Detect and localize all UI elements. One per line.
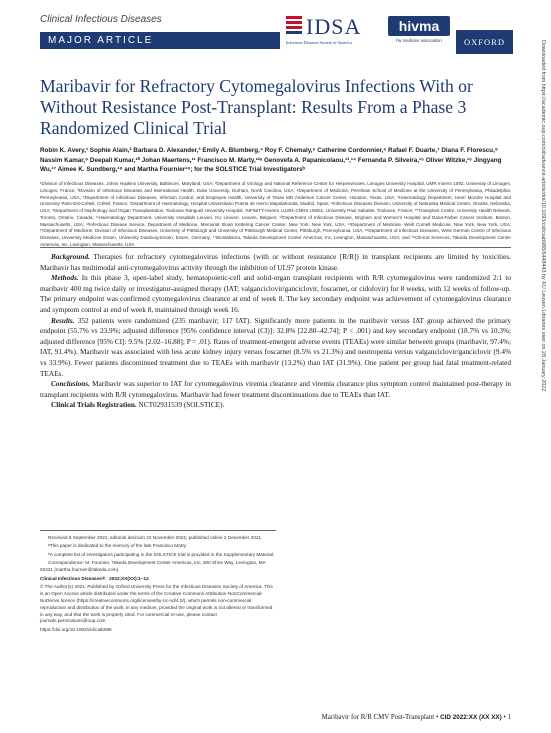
abstract-background: Background. Therapies for refractory cytomegalovirus infections (with or without resistance [R/R]) in transplant recipients are limited by toxicities. Maribavir has multimodal anti-cytomegalovirus activity through the inhibition of UL97 protein kinase. xyxy=(40,253,511,272)
footnote-correspondence: Correspondence: M. Fournier, Takeda Development Center Americas, Inc, 300 Shire Way, Lexington, MA 02421 (martha.fournier@takeda.com). xyxy=(40,560,266,573)
oxford-logo: OXFORD xyxy=(456,30,513,54)
author-list: Robin K. Avery,¹ Sophie Alain,² Barbara D. Alexander,³ Emily A. Blumberg,⁴ Roy F. Chemaly,⁵ Catherine Cordonnier,⁶ Rafael F. Duarte,⁷ Diana F. Florescu,⁸ Nassim Kamar,⁹ Deepali Kumar,¹⁰ Johan Maertens,¹¹ Francisco M. Marty,¹²ᵃ Genovefa A. Papanicolaou,¹³,¹⁴ Fernanda P. Silveira,¹⁵ Oliver Witzke,¹⁶ Jingyang Wu,¹⁷ Aimee K. Sundberg,¹⁸ and Martha Fournier¹⁸; for the SOLSTICE Trial Investigatorsᵇ xyxy=(40,147,502,173)
journal-name: Clinical Infectious Diseases xyxy=(40,14,162,25)
footnote-dedication: ᵃThis paper is dedicated to the memory of the late Francisco Marty. xyxy=(48,543,187,549)
footnote-divider xyxy=(40,530,276,531)
download-watermark xyxy=(538,40,548,720)
running-footer: Maribavir for R/R CMV Post-Transplant • CID 2022:XX (XX XX) • 1 xyxy=(321,714,511,721)
abstract xyxy=(40,252,511,411)
idsa-emblem-icon xyxy=(286,16,302,38)
footnote-doi[interactable]: https://doi.org/10.1093/cid/ciab988 xyxy=(40,626,112,632)
abstract-registration: Clinical Trials Registration. NCT02931539 (SOLSTICE). xyxy=(51,401,225,410)
footnote-received: Received 8 September 2021; editorial decision 22 November 2021; published online 2 December 2021. xyxy=(48,535,263,540)
footnote-investigators: ᵇA complete list of investigators participating in the SOLSTICE trial is provided in the Supplementary Material. xyxy=(48,551,275,557)
idsa-wordmark: IDSA xyxy=(306,14,362,39)
footnotes xyxy=(40,535,276,635)
hivma-subtitle: hiv medicine association xyxy=(396,38,442,43)
article-type-banner: MAJOR ARTICLE xyxy=(40,32,280,49)
idsa-subtitle: Infectious Diseases Society of America xyxy=(286,40,352,45)
article-title: Maribavir for Refractory Cytomegalovirus Infections With or Without Resistance Post-Transplant: Results From a Phase 3 Randomized Clinical Trial xyxy=(40,76,473,138)
hivma-wordmark: hivma xyxy=(388,16,450,36)
hivma-logo xyxy=(388,16,450,46)
footnote-journal-ref: Clinical Infectious Diseases® 2022;XX(XX):1–12 xyxy=(40,575,149,581)
affiliations: ¹Division of Infectious Diseases, Johns Hopkins University, Baltimore, Maryland, USA; ²Department of Virology and National Reference Center for Herpesviruses, Limoges University Hospital, UMR Inserm 1092, University of Limoges, Limoges, France; ³Division of Infectious Diseases and International Health, Duke University, Durham, North Carolina, USA; ⁴Department of Medicine, Perelman School of Medicine at the University of Pennsylvania, Philadelphia, Pennsylvania, USA; ⁵Department of Infectious Diseases, Infection Control, and Employee Health, University of Texas MD Anderson Cancer Center, Houston, Texas, USA; ⁶Haematology Department, Henri Mondor Hospital and University Paris-Est-Créteil, Créteil, France; ⁷Department of Haematology, Hospital Universitario Puerta de Hierro Majadahonda, Madrid, Spain; ⁸Infectious Diseases Division, University of Nebraska Medical Center, Omaha, Nebraska, USA; ⁹Department of Nephrology and Organ Transplantation, Toulouse Rangueil University Hospital, INFINITY-Inserm U1291-CNRS U5051, University Paul Sabatier, Toulouse, France; ¹⁰Transplant Centre, University Health Network, Toronto, Ontario, Canada; ¹¹Haematology Department, University Hospitals Leuven, KU Leuven, Leuven, Belgium; ¹²Department of Infectious Disease, Brigham and Women's Hospital and Dana-Farber Cancer Institute, Boston, Massachusetts, USA; ¹³Infectious Disease Service, Department of Medicine, Memorial Sloan Kettering Cancer Center, New York, New York, USA; ¹⁴Department of Medicine, Weill Cornell Medicine, New York, New York, USA; ¹⁵Department of Medicine, Division of Infectious Diseases, University of Pittsburgh and University of Pittsburgh Medical Center, Pittsburgh, Pennsylvania, USA; ¹⁶Department of Infectious Diseases, West German Centre of Infectious Diseases, University Medicine Essen, University Duisburg-Essen, Essen, Germany; ¹⁷Biostatistics, Takeda Development Center Americas, Inc, Lexington, Massachusetts, USA; and ¹⁸Clinical Sciences, Takeda Development Center Americas, Inc, Lexington, Massachusetts, USA xyxy=(40,181,511,247)
idsa-logo xyxy=(286,16,382,46)
divider xyxy=(40,247,511,248)
footnote-copyright: © The Author(s) 2021. Published by Oxford University Press for the Infectious Diseases Society of America. This is an Open Access article distributed under the terms of the Creative Commons Attribution-NonCommercial-NoDerivs licence (https://creativecommons.org/licenses/by-nc-nd/4.0/), which permits non-commercial reproduction and distribution of the work, in any medium, provided the original work is not altered or transformed in any way, and that the work is properly cited. For commercial re-use, please contact journals.permissions@oup.com xyxy=(40,583,273,624)
abstract-results: Results. 352 patients were randomized (235 maribavir; 117 IAT). Significantly more patients in the maribavir versus IAT group achieved the primary endpoint (55.7% vs 23.9%; adjusted difference [95% confidence interval (CI)]: 32.8% [22.80–42.74]; P < .001) and key secondary endpoint (18.7% vs 10.3%; adjusted difference [95% CI]: 9.5% [2.02–16.88]; P = .01). Rates of treatment-emergent adverse events (TEAEs) were similar between groups (maribavir, 97.4%; IAT, 91.4%). Maribavir was associated with less acute kidney injury versus foscarnet (8.5% vs 21.3%) and neutropenia versus valganciclovir/ganciclovir (9.4% vs 33.9%). Fewer patients discontinued treatment due to TEAEs with maribavir (13.2%) than IAT (31.9%). One patient per group had fatal treatment-related TEAEs. xyxy=(40,316,511,378)
abstract-conclusions: Conclusions. Maribavir was superior to IAT for cytomegalovirus viremia clearance and viremia clearance plus symptom control maintained post-therapy in transplant recipients with R/R cytomegalovirus. Maribavir had fewer treatment discontinuations due to TEAEs than IAT. xyxy=(40,380,511,399)
download-watermark-text: Downloaded from https://academic.oup.com/cid/advance-article/doi/10.1093/cid/ciab988/6448443 by KU Leuven Libraries user on 28 January 2022 xyxy=(540,40,546,392)
abstract-methods: Methods. In this phase 3, open-label study, hematopoietic-cell and solid-organ transplant recipients with R/R cytomegalovirus were randomized 2:1 to maribavir 400 mg twice daily or investigator-assigned therapy (IAT; valganciclovir/ganciclovir, foscarnet, or cidofovir) for 8 weeks, with 12 weeks of follow-up. The primary endpoint was confirmed cytomegalovirus clearance at end of week 8. The key secondary endpoint was achievement of cytomegalovirus clearance and symptom control at end of week 8, maintained through week 16. xyxy=(40,274,511,314)
